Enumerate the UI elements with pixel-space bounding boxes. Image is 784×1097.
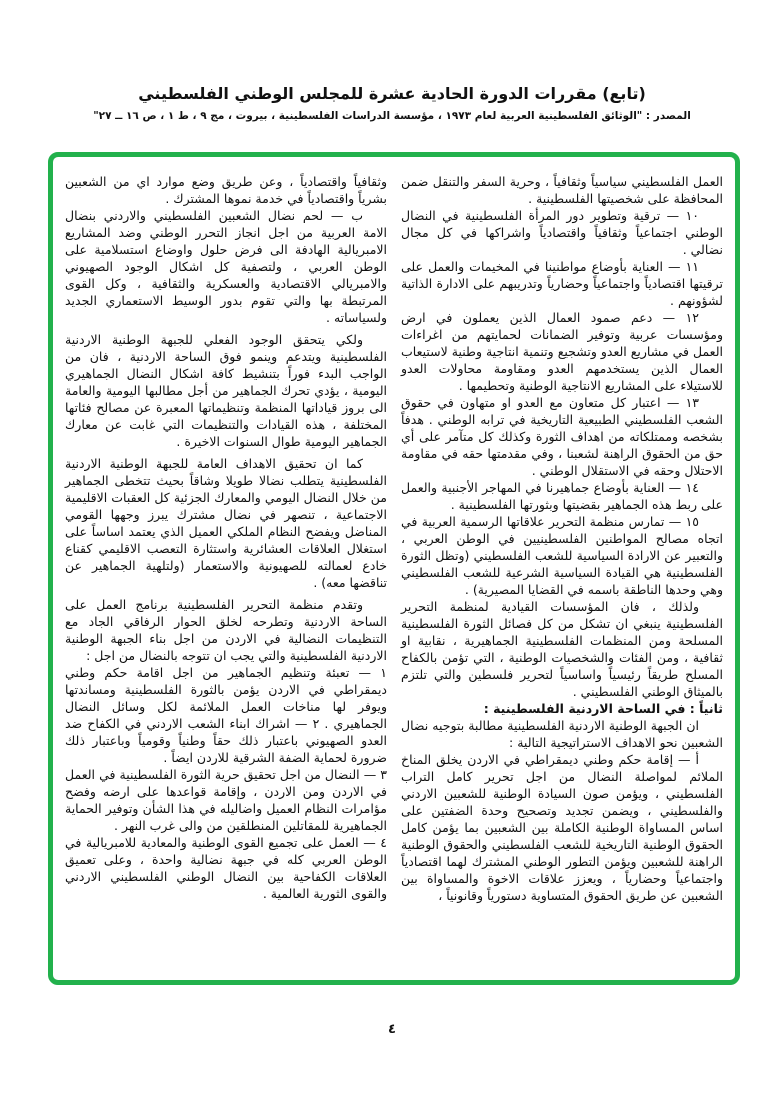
- paragraph: ٣ — النضال من اجل تحقيق حرية الثورة الفلسطينية في العمل في الاردن ومن الاردن ، وإقامة قواعدها على ارضه وفضح مؤامرات النظام العميل واضاليله في هذا الشأن وتوفير الحماية الجماهيرية للمقاتلين المنطلقين من والى غرب النهر .: [65, 767, 387, 833]
- content-highlight-border: [48, 152, 740, 985]
- text-columns: [65, 173, 723, 980]
- column-left: [65, 173, 387, 980]
- paragraph: ولذلك ، فان المؤسسات القيادية لمنظمة التحرير الفلسطينية ينبغي ان تشكل من كل فصائل الثورة الفلسطينية المسلحة ومن المنظمات الفلسطينية الجماهيرية ، نقابية او ثقافية ، ومن الفئات والشخصيات الوطنية ، التي تؤمن بالكفاح المسلح طريقاً رئيسياً واساسياً لتحرير فلسطين والتي تلتزم بالميثاق الوطني الفلسطيني .: [401, 599, 723, 699]
- column-right: [401, 173, 723, 980]
- paragraph: ب — لحم نضال الشعبين الفلسطيني والاردني بنضال الامة العربية من اجل انجاز التحرر الوطني وضد المشاريع الامبريالية الهادفة الى فرض حلول واوضاع استسلامية على الوطن العربي ، ولتصفية كل اشكال الوجود الصهيوني والامبريالي الاقتصادية والعسكرية والثقافية ، وكل القوى المرتبطة بها والتي تقوم بدور الوسيط الاستعماري الجديد ولسياساته .: [65, 208, 387, 325]
- paragraph: ١٠ — ترقية وتطوير دور المرأة الفلسطينية في النضال الوطني اجتماعياً وثقافياً واقتصادياً واشراكها في كل مجال نضالي .: [401, 208, 723, 257]
- paragraph: ١٥ — تمارس منظمة التحرير علاقاتها الرسمية العربية في اتجاه مصالح المواطنين الفلسطينيين في الوطن العربي ، والتعبير عن الارادة السياسية للشعب الفلسطيني (وتظل الثورة الفلسطينية هي القيادة السياسية الشرعية للشعب الفلسطيني وهي وحدها الناطقة باسمه في القضايا المصيرية) .: [401, 514, 723, 597]
- page-title: (تابع) مقررات الدورة الحادية عشرة للمجلس الوطني الفلسطيني: [138, 84, 646, 103]
- page-number: ٤: [388, 1022, 396, 1037]
- paragraph: ١ — تعبئة وتنظيم الجماهير من اجل اقامة حكم وطني ديمقراطي في الاردن يؤمن بالثورة الفلسطينية ومساندتها ويوفر لها مناخات العمل الملائمة لكل وسائل النضال الجماهيري . ٢ — اشراك ابناء الشعب الاردني في الكفاح ضد العدو الصهيوني باعتبار ذلك حقاً وطنياً وقومياً وباعتبار ذلك ضرورة لحماية الضفة الشرقية للاردن ايضاً .: [65, 665, 387, 765]
- paragraph: وتقدم منظمة التحرير الفلسطينية برنامج العمل على الساحة الاردنية وتطرحه لخلق الحوار الرفاقي الجاد مع التنظيمات النضالية في الاردن من اجل بناء الجبهة الوطنية الاردنية الفلسطينية والتي يجب ان تتوجه بالنضال من اجل :: [65, 597, 387, 663]
- paragraph: كما ان تحقيق الاهداف العامة للجبهة الوطنية الاردنية الفلسطينية يتطلب نضالا طويلا وشاقاً بحيث تتخطى الجماهير من خلال النضال اليومي والمعارك الجزئية كل العقبات الاقليمية الاجتماعية ، تنصهر في نضال مشترك يبرز وجهها القومي المناضل ويفضح النظام الملكي العميل الذي يعتمد اساساً على استغلال العلاقات العشائرية واستثارة التعصب الاقليمي كقناع خادع لعمالته للصهيونية والاستعمار (ولتلهية الجماهير عن تناقضها معه) .: [65, 456, 387, 590]
- paragraph: ولكي يتحقق الوجود الفعلي للجبهة الوطنية الاردنية الفلسطينية ويتدعم وينمو فوق الساحة الاردنية ، فان من الواجب البدء فوراً بتنشيط كافة اشكال النضال الجماهيري اليومية ، يؤدي تحرك الجماهير من أجل مطالبها اليومية والعامة الى بروز قياداتها المنظمة وتنظيماتها المعبرة عن مصالح فئاتها المختلفة ، هذه القيادات والتنظيمات التي غابت عن معارك الجماهير اليومية طوال السنوات الاخيرة .: [65, 332, 387, 449]
- source-citation: المصدر : "الوثائق الفلسطينية العربية لعام ١٩٧٣ ، مؤسسة الدراسات الفلسطينية ، بيروت ، مج ٩ ، ط ١ ، ص ١٦ ــ ٢٧": [93, 110, 691, 122]
- paragraph: ٤ — العمل على تجميع القوى الوطنية والمعادية للامبريالية في الوطن العربي كله في جبهة نضالية واحدة ، وعلى تعميق العلاقات الكفاحية بين النضال الوطني الفلسطيني الاردني والقوى الثورية العالمية .: [65, 835, 387, 901]
- paragraph: ١٣ — اعتبار كل متعاون مع العدو او متهاون في حقوق الشعب الفلسطيني الطبيعية التاريخية في ترابه الوطني . هدفاً بشخصه وممتلكاته من اهداف الثورة وكذلك كل متآمر على أي حق من الحقوق الراهنة لشعبنا ، وفي مقدمتها حقه في مقاومة الاحتلال وحقه في الاستقلال الوطني .: [401, 395, 723, 478]
- paragraph: العمل الفلسطيني سياسياً وثقافياً ، وحرية السفر والتنقل ضمن المحافظة على شخصيتها الفلسطينية .: [401, 174, 723, 206]
- paragraph: ١٤ — العناية بأوضاع جماهيرنا في المهاجر الأجنبية والعمل على ربط هذه الجماهير بقضيتها وبثورتها الفلسطينية .: [401, 480, 723, 512]
- section-heading: ثانياً : في الساحة الاردنية الفلسطينية :: [483, 701, 723, 716]
- paragraph: أ — إقامة حكم وطني ديمقراطي في الاردن يخلق المناخ الملائم لمواصلة النضال من اجل تحرير كامل التراب الفلسطيني ، ويؤمن صون السيادة الوطنية للشعبين الاردني والفلسطيني ، ويضمن تجديد وتصحيح وحدة الضفتين على اساس المساواة الوطنية الكاملة بين الشعبين بما يؤمن كامل الحقوق الوطنية التاريخية للشعب الفلسطيني والحقوق الوطنية الراهنة للشعبين ويؤمن التطور الوطني المشترك لهما اقتصادياً واجتماعياً وحضارياً ، ويعزز علاقات الاخوة والمساواة بين الشعبين عن طريق الحقوق المتساوية دستورياً وقانونياً ،: [401, 752, 723, 903]
- paragraph: ان الجبهة الوطنية الاردنية الفلسطينية مطالبة بتوجيه نضال الشعبين نحو الاهداف الاستراتيجية التالية :: [401, 718, 723, 750]
- paragraph: ١٢ — دعم صمود العمال الذين يعملون في ارض ومؤسسات عربية وتوفير الضمانات لحمايتهم من اغراءات العمل في مشاريع العدو وتشجيع وتنمية انتاجية وطنية لاستيعاب العمال الذين يستخدمهم العدو ومقاومة محاولات العدو للاستيلاء على المشاريع الانتاجية الوطنية وتحطيمها .: [401, 310, 723, 393]
- paragraph: وثقافياً واقتصادياً ، وعن طريق وضع موارد اي من الشعبين بشرياً واقتصادياً في خدمة نموها المشترك .: [65, 174, 387, 206]
- paragraph: ١١ — العناية بأوضاع مواطنينا في المخيمات والعمل على ترقيتها اقتصادياً واجتماعياً وحضارياً وتدريبهم على الادارة الذاتية لشؤونهم .: [401, 259, 723, 308]
